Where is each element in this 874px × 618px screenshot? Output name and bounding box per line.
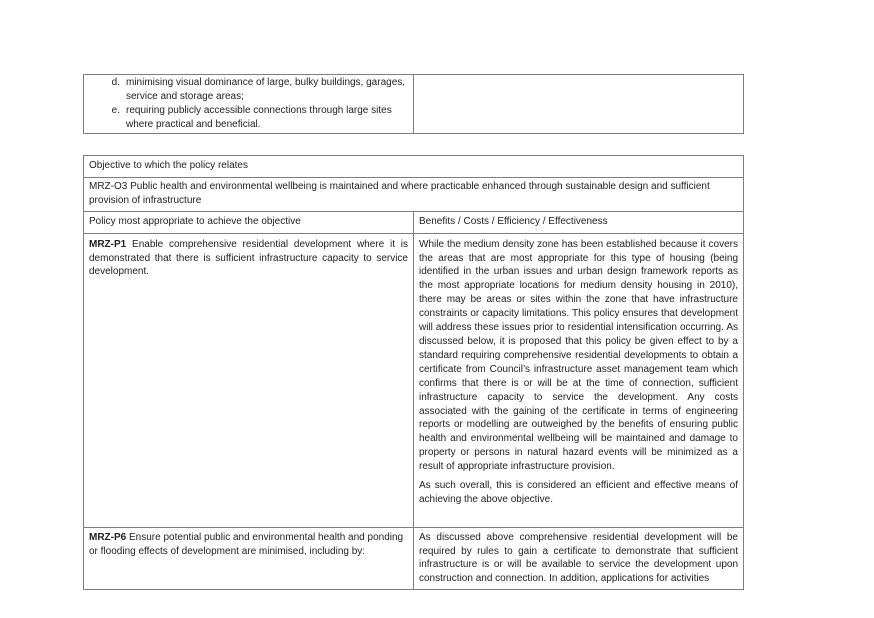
benefits-cell-mrz-p6 xyxy=(414,527,744,590)
benefits-column-heading: Benefits / Costs / Efficiency / Effectiveness xyxy=(414,211,744,233)
list-item xyxy=(89,104,408,132)
benefits-cell-mrz-p1 xyxy=(414,233,744,527)
objective-heading: Objective to which the policy relates xyxy=(84,156,744,178)
table-row xyxy=(84,233,744,527)
benefits-paragraph: While the medium density zone has been established because it covers the areas that are most appropriate for this type of housing (being identified in the urban issues and urban design framework reports as the most appropriate locations for medium density housing in 2010), there may be areas or sites within the zone that have infrastructure constraints or capacity limitations. This policy ensures that development will address these issues prior to residential intensification occurring. As discussed below, it is proposed that this policy be given effect to by a standard requiring comprehensive residential developments to obtain a certificate from Council’s infrastructure asset management team which confirms that there is or will be at the time of connection, sufficient infrastructure capacity to service the development. Any costs associated with the gaining of the certificate in terms of engineering reports or modelling are outweighed by the benefits of ensuring public health and environmental wellbeing will be maintained and damage to property or persons in natural hazard events will be minimized as a result of appropriate infrastructure provision. xyxy=(419,238,738,473)
objective-text: MRZ-O3 Public health and environmental wellbeing is maintained and where practicable enhanced through sustainable design and sufficient provision of infrastructure xyxy=(84,177,744,211)
table-row xyxy=(84,527,744,590)
empty-benefits-cell xyxy=(414,75,744,134)
policy-cell-mrz-p6 xyxy=(84,527,414,590)
table-row xyxy=(84,156,744,178)
policy-code: MRZ-P6 xyxy=(89,531,127,543)
policy-code: MRZ-P1 xyxy=(89,238,127,250)
policy-text: Ensure potential public and environmental health and ponding or flooding effects of development are minimised, including by: xyxy=(89,531,404,557)
list-item xyxy=(89,76,408,104)
table-row xyxy=(84,75,744,134)
list-item-text: requiring publicly accessible connections through large sites where practical and beneficial. xyxy=(126,104,392,130)
policy-list-cell xyxy=(84,75,414,134)
list-marker: d. xyxy=(111,77,120,88)
continued-policy-table xyxy=(83,74,744,134)
objective-policy-table xyxy=(83,155,744,590)
list-marker: e. xyxy=(111,104,120,116)
policy-column-heading: Policy most appropriate to achieve the objective xyxy=(84,211,414,233)
list-item-text: minimising visual dominance of large, bulky buildings, garages, service and storage areas; xyxy=(126,77,406,102)
policy-text: Enable comprehensive residential development where it is demonstrated that there is sufficient infrastructure capacity to service development. xyxy=(89,238,408,278)
table-row xyxy=(84,211,744,233)
benefits-paragraph: As such overall, this is considered an efficient and effective means of achieving the above objective. xyxy=(419,480,738,505)
table-row xyxy=(84,177,744,211)
benefits-paragraph: As discussed above comprehensive residential development will be required by rules to gain a certificate to demonstrate that sufficient infrastructure is or will be available to service the development upon construction and connection. In addition, applications for activities xyxy=(419,531,738,585)
policy-cell-mrz-p1 xyxy=(84,233,414,527)
